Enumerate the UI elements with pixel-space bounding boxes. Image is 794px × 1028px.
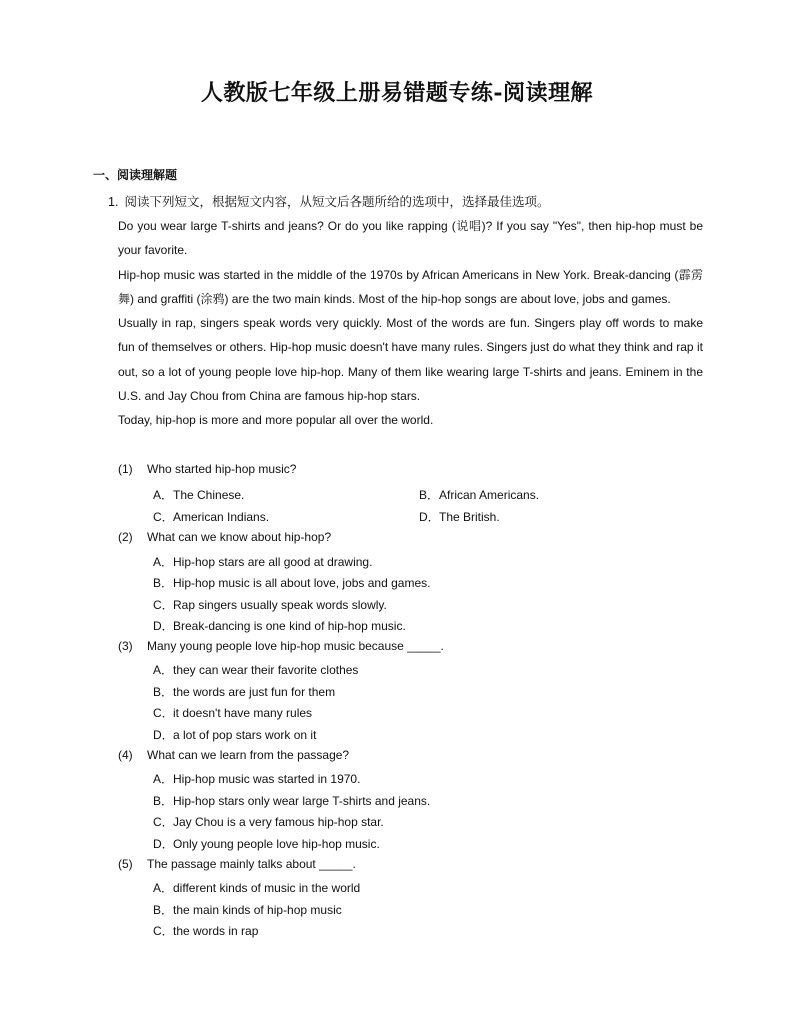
subquestion-text: The passage mainly talks about _____. — [147, 857, 356, 871]
passage-paragraph: Do you wear large T-shirts and jeans? Or do you like rapping (说唱)? If you say "Yes", then hip-hop must be your favorite. — [118, 219, 703, 258]
option-5c[interactable] — [153, 922, 258, 939]
option-5a[interactable] — [153, 879, 360, 896]
option-letter: B． — [419, 488, 440, 502]
option-4a[interactable] — [153, 770, 360, 787]
option-letter: C． — [153, 598, 174, 612]
subquestion-number: (5) — [118, 857, 133, 871]
option-3c[interactable] — [153, 704, 312, 721]
option-1c[interactable] — [153, 508, 269, 525]
option-text: a lot of pop stars work on it — [173, 728, 317, 742]
question-number: 1. — [108, 195, 119, 209]
option-letter: C． — [153, 706, 174, 720]
option-text: The Chinese. — [173, 488, 245, 502]
option-1d[interactable] — [419, 508, 500, 525]
option-1b[interactable] — [419, 486, 539, 503]
option-text: Hip-hop music is all about love, jobs and games. — [173, 576, 431, 590]
option-letter: A． — [153, 772, 174, 786]
option-text: Break-dancing is one kind of hip-hop music. — [173, 619, 406, 633]
option-letter: A． — [153, 881, 174, 895]
passage-paragraph: Hip-hop music was started in the middle of the 1970s by African Americans in New York. Break-dancing (霹雳舞) and graffiti (涂鸦) are the two main kinds. Most of the hip-hop songs are about love, jobs and games. — [118, 267, 703, 306]
option-letter: B． — [153, 685, 174, 699]
option-letter: B． — [153, 576, 174, 590]
subquestion-2 — [118, 530, 331, 544]
option-letter: B． — [153, 903, 174, 917]
subquestion-number: (2) — [118, 530, 133, 544]
option-letter: A． — [153, 663, 174, 677]
option-4c[interactable] — [153, 813, 384, 830]
option-text: African Americans. — [439, 488, 540, 502]
option-text: the main kinds of hip-hop music — [173, 903, 342, 917]
option-letter: C． — [153, 924, 174, 938]
option-text: they can wear their favorite clothes — [173, 663, 359, 677]
question-instruction — [108, 192, 549, 210]
option-text: Only young people love hip-hop music. — [173, 837, 380, 851]
section-heading: 一、阅读理解题 — [93, 168, 178, 182]
subquestion-5 — [118, 857, 356, 871]
option-text: Jay Chou is a very famous hip-hop star. — [173, 815, 384, 829]
option-letter: C． — [153, 510, 174, 524]
option-text: Rap singers usually speak words slowly. — [173, 598, 387, 612]
option-text: Hip-hop stars only wear large T-shirts and jeans. — [173, 794, 431, 808]
option-1a[interactable] — [153, 486, 244, 503]
passage-paragraph: Today, hip-hop is more and more popular all over the world. — [118, 413, 434, 428]
option-letter: D． — [153, 728, 174, 742]
option-text: it doesn't have many rules — [173, 706, 313, 720]
option-4d[interactable] — [153, 835, 380, 852]
subquestion-number: (4) — [118, 748, 133, 762]
subquestion-4 — [118, 748, 349, 762]
option-text: the words in rap — [173, 924, 259, 938]
option-letter: D． — [153, 619, 174, 633]
subquestion-text: Who started hip-hop music? — [147, 462, 297, 476]
option-2a[interactable] — [153, 553, 372, 570]
page-title: 人教版七年级上册易错题专练-阅读理解 — [200, 80, 594, 106]
subquestion-text: What can we learn from the passage? — [147, 748, 350, 762]
subquestion-3 — [118, 639, 444, 653]
option-text: different kinds of music in the world — [173, 881, 361, 895]
option-letter: B． — [153, 794, 174, 808]
option-text: American Indians. — [173, 510, 270, 524]
subquestion-text: Many young people love hip-hop music because _____. — [147, 639, 444, 653]
option-3b[interactable] — [153, 683, 335, 700]
instruction-text: 阅读下列短文，根据短文内容，从短文后各题所给的选项中，选择最佳选项。 — [124, 195, 550, 209]
option-text: Hip-hop stars are all good at drawing. — [173, 555, 373, 569]
option-2d[interactable] — [153, 617, 406, 634]
option-letter: A． — [153, 488, 174, 502]
option-letter: C． — [153, 815, 174, 829]
option-3a[interactable] — [153, 661, 358, 678]
option-2c[interactable] — [153, 596, 387, 613]
option-text: Hip-hop music was started in 1970. — [173, 772, 361, 786]
subquestion-text: What can we know about hip-hop? — [147, 530, 332, 544]
option-3d[interactable] — [153, 726, 316, 743]
option-2b[interactable] — [153, 574, 430, 591]
option-text: The British. — [439, 510, 500, 524]
option-letter: D． — [419, 510, 440, 524]
option-letter: D． — [153, 837, 174, 851]
option-5b[interactable] — [153, 901, 342, 918]
subquestion-number: (3) — [118, 639, 133, 653]
reading-passage — [118, 214, 703, 433]
subquestion-1 — [118, 462, 296, 476]
subquestion-number: (1) — [118, 462, 133, 476]
passage-paragraph: Usually in rap, singers speak words very quickly. Most of the words are fun. Singers play off words to make fun of themselves or others. Hip-hop music doesn't have many rules. Singers just do what they think and rap it out, so a lot of young people love hip-hop. Many of them like wearing large T-shirts and jeans. Eminem in the U.S. and Jay Chou from China are famous hip-hop stars. — [118, 316, 703, 404]
option-4b[interactable] — [153, 792, 430, 809]
option-text: the words are just fun for them — [173, 685, 336, 699]
option-letter: A． — [153, 555, 174, 569]
